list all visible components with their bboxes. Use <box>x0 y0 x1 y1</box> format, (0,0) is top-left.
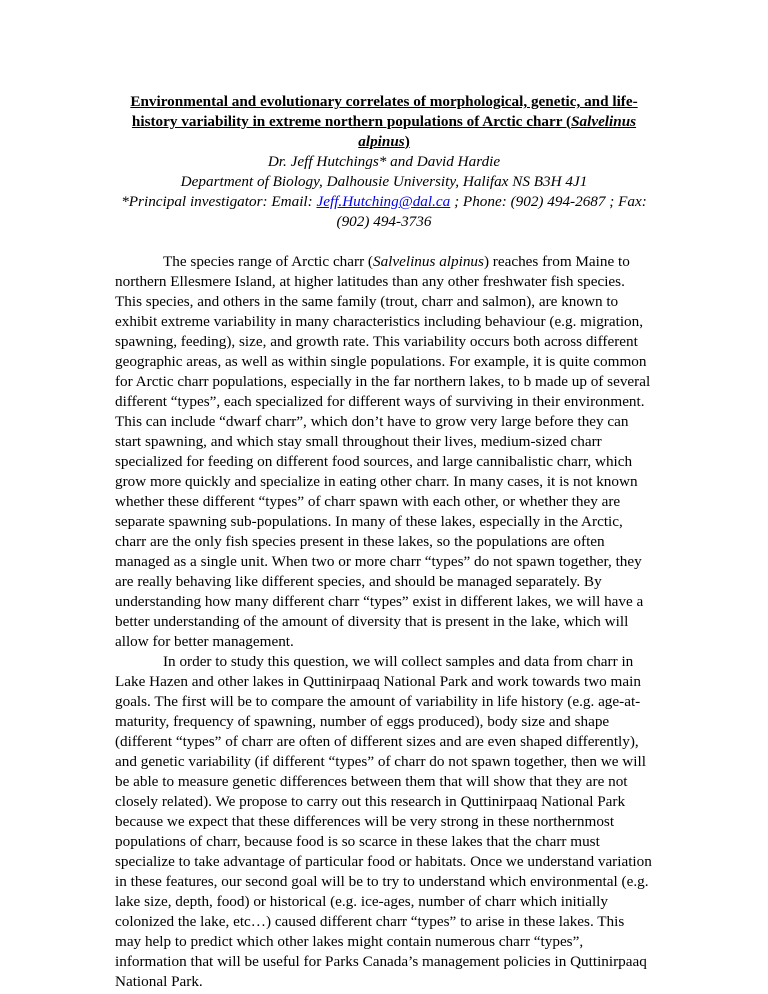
paragraph-1 <box>115 252 653 652</box>
document-title <box>115 92 653 152</box>
paragraph-1-text-a: The species range of Arctic charr ( <box>163 253 373 270</box>
affiliation: Department of Biology, Dalhousie University, Halifax NS B3H 4J1 <box>180 173 588 190</box>
contact-suffix: ; Phone: (902) 494-2687 ; Fax: (902) 494-3736 <box>336 193 647 230</box>
paragraph-1-species-name: Salvelinus alpinus <box>372 253 484 270</box>
document-header <box>115 92 653 232</box>
document-body <box>115 252 653 992</box>
paragraph-2: In order to study this question, we will collect samples and data from charr in Lake Hazen and other lakes in Quttinirpaaq National Park and work towards two main goals. The first will be to compare the amount of variability in life history (e.g. age-at-maturity, frequency of spawning, number of eggs produced), body size and shape (different “types” of charr are often of different sizes and are even shaped differently), and genetic variability (if different “types” of charr do not spawn together, then we will be able to measure genetic differences between them that will show that they are not closely related). We propose to carry out this research in Quttinirpaaq National Park because we expect that these differences will be very strong in these northernmost populations of charr, because food is so scarce in these lakes that the charr must specialize to take advantage of particular food or habitats. Once we understand variation in these features, our second goal will be to try to understand which environmental (e.g. lake size, depth, food) or historical (e.g. ice-ages, number of charr which initially colonized the lake, etc…) caused different charr “types” to arise in these lakes. This may help to predict which other lakes might contain numerous charr “types”, information that will be useful for Parks Canada’s management policies in Quttinirpaaq National Park. <box>115 653 652 990</box>
authors: Dr. Jeff Hutchings* and David Hardie <box>267 153 501 170</box>
paragraph-1-text-b: ) reaches from Maine to northern Ellesmere Island, at higher latitudes than any other freshwater fish species. This species, and others in the same family (trout, charr and salmon), are known to exhibit extreme variability in many characteristics including behaviour (e.g. migration, spawning, feeding), size, and growth rate. This variability occurs both across different geographic areas, as well as within single populations. For example, it is quite common for Arctic charr populations, especially in the far northern lakes, to b made up of several different “types”, each specialized for different ways of surviving in their environment. This can include “dwarf charr”, which don’t have to grow very large before they can start spawning, and which stay small throughout their lives, medium-sized charr specialized for feeding on different food sources, and large cannibalistic charr, which grow more quickly and specialize in eating other charr. In many cases, it is not known whether these different “types” of charr spawn with each other, or whether they are separate spawning sub-populations. In many of these lakes, especially in the Arctic, charr are the only fish species present in these lakes, so the populations are often managed as a single unit. When two or more charr “types” do not spawn together, they are really behaving like different species, and should be managed separately. By understanding how many different charr “types” exist in different lakes, we will have a better understanding of the amount of diversity that is present in the lake, which will allow for better management. <box>115 253 651 650</box>
title-text-part1: Environmental and evolutionary correlates of morphological, genetic, and life-history variability in extreme northern populations of Arctic charr ( <box>130 93 638 130</box>
email-link[interactable]: Jeff.Hutching@dal.ca <box>316 193 451 210</box>
contact-info <box>115 192 653 232</box>
title-text-part2: ) <box>404 133 410 150</box>
contact-prefix: *Principal investigator: Email: <box>121 193 317 210</box>
title-species-name: Salvelinus alpinus <box>358 113 637 150</box>
document-page <box>115 92 653 992</box>
